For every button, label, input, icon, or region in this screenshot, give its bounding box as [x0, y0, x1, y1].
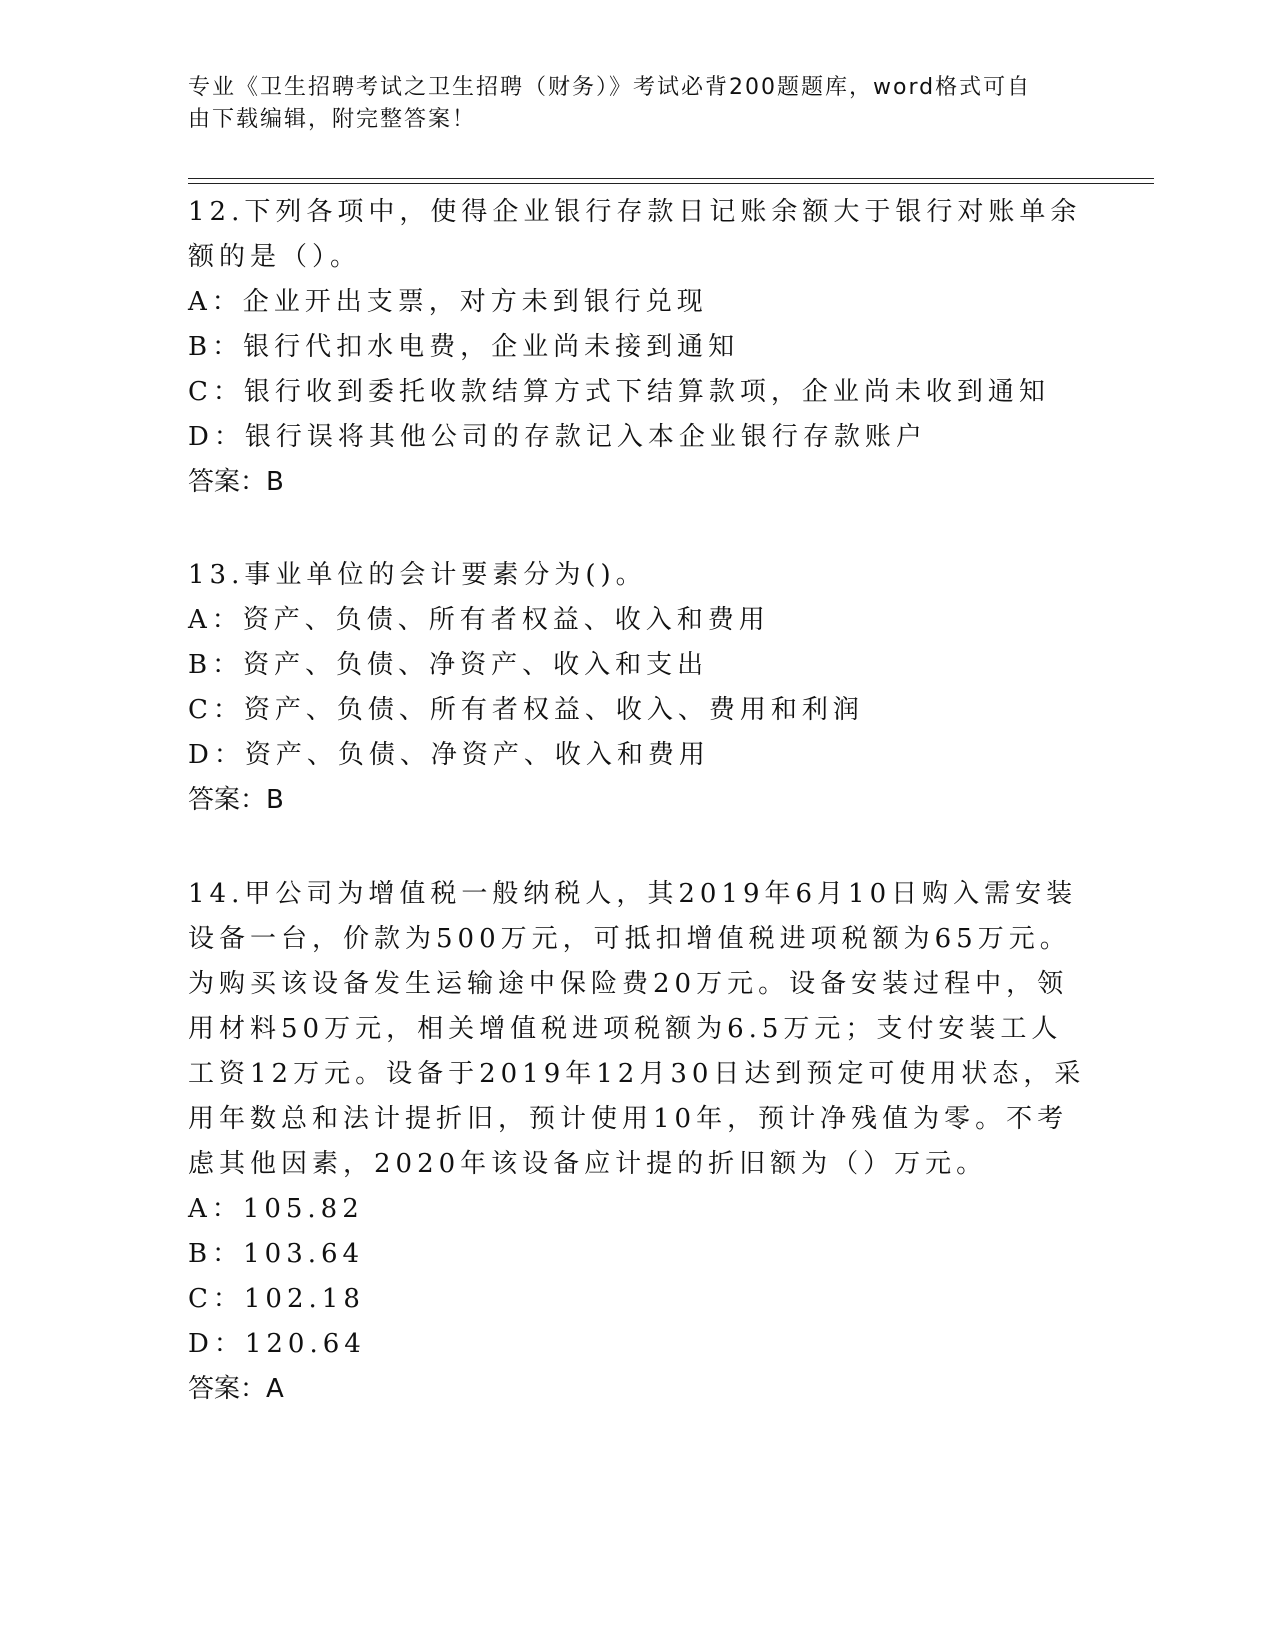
question-14: [188, 872, 1088, 1412]
header-divider-top: [188, 178, 1154, 179]
question-13: [188, 553, 1088, 823]
document-header: [188, 72, 1088, 136]
option-c: C：102.18: [188, 1284, 365, 1314]
option-b: B：资产、负债、净资产、收入和支出: [188, 650, 709, 680]
header-line-2: 由下载编辑，附完整答案！: [188, 107, 477, 132]
header-divider-bottom: [188, 183, 1154, 184]
option-d: D：资产、负债、净资产、收入和费用: [188, 740, 710, 770]
option-d: D：银行误将其他公司的存款记入本企业银行存款账户: [188, 422, 927, 452]
answer: 答案：B: [188, 467, 284, 497]
option-b: B：103.64: [188, 1239, 365, 1269]
question-stem: 14.甲公司为增值税一般纳税人，其2019年6月10日购入需安装设备一台，价款为500万元，可抵扣增值税进项税额为65万元。为购买该设备发生运输途中保险费20万元。设备安装过程中，领用材料50万元，相关增值税进项税额为6.5万元；支付安装工人工资12万元。设备于2019年12月30日达到预定可使用状态，采用年数总和法计提折旧，预计使用10年，预计净残值为零。不考虑其他因素，2020年该设备应计提的折旧额为（）万元。: [188, 879, 1086, 1179]
option-a: A：企业开出支票，对方未到银行兑现: [188, 287, 708, 317]
option-c: C：银行收到委托收款结算方式下结算款项，企业尚未收到通知: [188, 377, 1050, 407]
question-stem: 12.下列各项中，使得企业银行存款日记账余额大于银行对账单余额的是（）。: [188, 197, 1082, 272]
option-b: B：银行代扣水电费，企业尚未接到通知: [188, 332, 740, 362]
option-c: C：资产、负债、所有者权益、收入、费用和利润: [188, 695, 864, 725]
option-a: A：资产、负债、所有者权益、收入和费用: [188, 605, 770, 635]
question-12: [188, 190, 1088, 505]
option-d: D：120.64: [188, 1329, 366, 1359]
option-a: A：105.82: [188, 1194, 364, 1224]
question-stem: 13.事业单位的会计要素分为()。: [188, 560, 647, 590]
answer: 答案：B: [188, 785, 284, 815]
answer: 答案：A: [188, 1374, 284, 1404]
header-line-1: 专业《卫生招聘考试之卫生招聘（财务）》考试必背200题题库，word格式可自: [188, 75, 1032, 100]
